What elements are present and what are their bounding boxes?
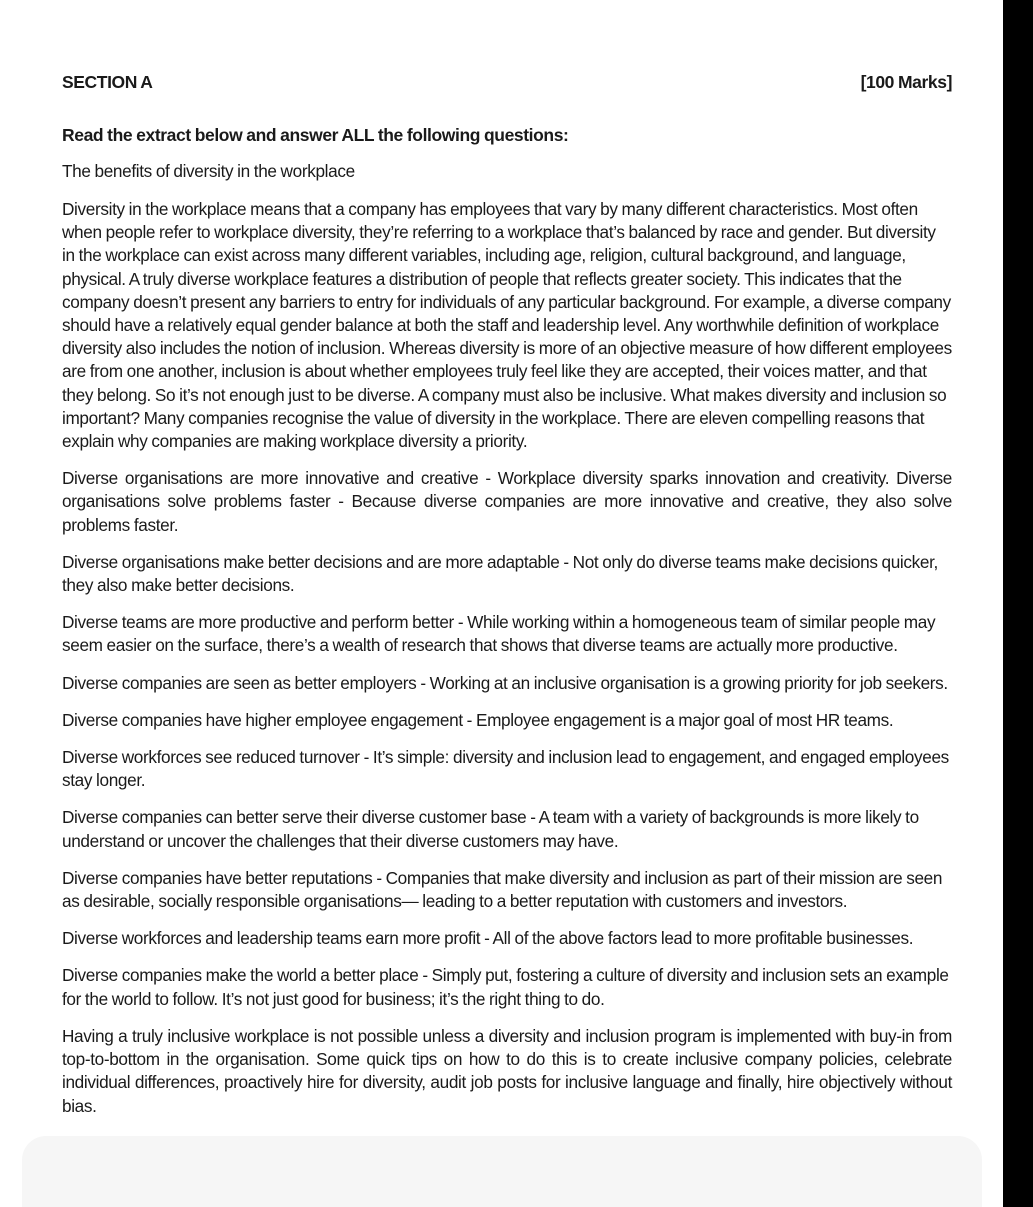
section-marks: [100 Marks]: [860, 72, 952, 92]
paragraph-better-world: Diverse companies make the world a better place - Simply put, fostering a culture of diversity and inclusion sets an example for the world to follow. It’s not just good for business; it’s the right thing to do.: [62, 965, 949, 1009]
instruction-text: Read the extract below and answer ALL the following questions:: [62, 125, 569, 145]
article-title: The benefits of diversity in the workplace: [62, 161, 355, 181]
page-bottom-shadow: [22, 1136, 982, 1207]
paragraph-reputations: Diverse companies have better reputations - Companies that make diversity and inclusion as part of their mission are seen as desirable, socially responsible organisations— leading to a better reputation with customers and investors.: [62, 867, 943, 912]
paragraph-engagement: Diverse companies have higher employee engagement - Employee engagement is a major goal of most HR teams.: [62, 709, 894, 730]
section-title: SECTION A: [62, 72, 153, 92]
paragraph-productive: Diverse teams are more productive and perform better - While working within a homogeneous team of similar people may seem easier on the surface, there’s a wealth of research that shows that diverse teams are actually more productive.: [62, 612, 936, 656]
paragraph-conclusion: Having a truly inclusive workplace is not possible unless a diversity and inclusion program is implemented with buy-in from top-to-bottom in the organisation. Some quick tips on how to do this is to create inclusive company policies, celebrate individual differences, proactively hire for diversity, audit job posts for inclusive language and finally, hire objectively without bias.: [62, 1025, 952, 1116]
paragraph-profit: Diverse workforces and leadership teams earn more profit - All of the above factors lead to more profitable businesses.: [62, 928, 914, 949]
paragraph-intro: Diversity in the workplace means that a company has employees that vary by many different characteristics. Most often when people refer to workplace diversity, they’re referring to a workplace that’s balanced by race and gender. But diversity in the workplace can exist across many different variables, including age, religion, cultural background, and language, physical. A truly diverse workplace features a distribution of people that reflects greater society. This indicates that the company doesn’t present any barriers to entry for individuals of any particular background. For example, a diverse company should have a relatively equal gender balance at both the staff and leadership level. Any worthwhile definition of workplace diversity also includes the notion of inclusion. Whereas diversity is more of an objective measure of how different employees are from one another, inclusion is about whether employees truly feel like they are accepted, their voices matter, and that they belong. So it’s not enough just to be diverse. A company must also be inclusive. What makes diversity and inclusion so important? Many companies recognise the value of diversity in the workplace. There are eleven compelling reasons that explain why companies are making workplace diversity a priority.: [62, 199, 952, 452]
section-header: [62, 72, 952, 96]
paragraph-turnover: Diverse workforces see reduced turnover - It’s simple: diversity and inclusion lead to engagement, and engaged employees stay longer.: [62, 747, 949, 791]
paragraph-employers: Diverse companies are seen as better employers - Working at an inclusive organisation is a growing priority for job seekers.: [62, 672, 948, 693]
paragraph-innovative: Diverse organisations are more innovative and creative - Workplace diversity sparks innovation and creativity. Diverse organisations solve problems faster - Because diverse companies are more innovative and creative, they also solve problems faster.: [62, 468, 952, 535]
paragraph-decisions: Diverse organisations make better decisions and are more adaptable - Not only do diverse teams make decisions quicker, they also make better decisions.: [62, 551, 938, 596]
paragraph-customer-base: Diverse companies can better serve their diverse customer base - A team with a variety of backgrounds is more likely to understand or uncover the challenges that their diverse customers may have.: [62, 807, 919, 851]
document-content: [62, 72, 952, 1132]
